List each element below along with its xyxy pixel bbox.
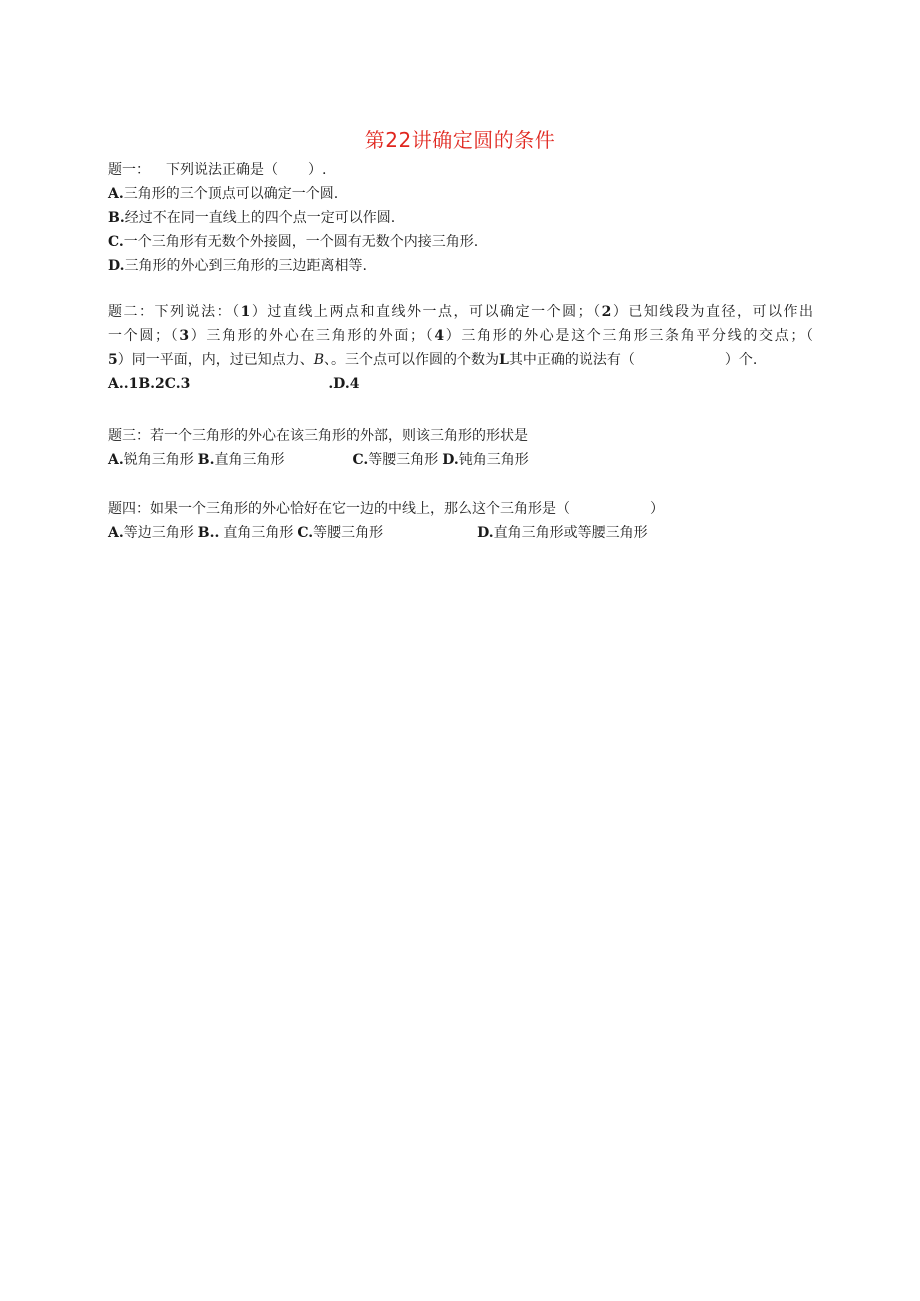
q1-option-d	[108, 254, 813, 278]
option-text: 直角三角形或等腰三角形	[493, 525, 648, 541]
q2-number: 4	[434, 328, 445, 344]
q2-label: 题二：	[108, 304, 155, 320]
q1-option-c	[108, 230, 813, 254]
q2-options-left: A..1B.2C.3	[108, 376, 191, 392]
option-letter: D.	[108, 258, 125, 274]
option-letter: D.	[477, 525, 494, 541]
option-text: 锐角三角形	[123, 452, 194, 468]
option-text: 等边三角形	[123, 525, 194, 541]
q2-line-2	[108, 324, 813, 348]
q4-stem: 如果一个三角形的外心恰好在它一边的中线上，那么这个三角形是（	[150, 501, 570, 517]
q2-number: 5	[108, 352, 118, 368]
option-text: 直角三角形	[223, 525, 294, 541]
q3-stem-line	[108, 424, 813, 448]
option-text: 钝角三角形	[458, 452, 529, 468]
option-text: 直角三角形	[214, 452, 285, 468]
q3-stem: 若一个三角形的外心在该三角形的外部，则该三角形的形状是	[150, 428, 528, 444]
option-letter: B.	[108, 210, 125, 226]
q2-text: ）三角形的外心在三角形的外面；（	[189, 328, 435, 344]
option-letter: D.	[442, 452, 459, 468]
option-text: 经过不在同一直线上的四个点一定可以作圆.	[124, 210, 396, 226]
q2-text: 一个圆；（	[108, 328, 180, 344]
q2-text: ）同一平面，内，过已知点力、	[117, 352, 314, 368]
q1-option-a	[108, 182, 813, 206]
option-text: 一个三角形有无数个外接圆，一个圆有无数个内接三角形.	[123, 234, 479, 250]
q2-line-3	[108, 348, 813, 372]
q2-options	[108, 372, 813, 396]
q1-label: 题一：	[108, 162, 150, 178]
q2-number: 1	[240, 304, 251, 320]
q2-text: ）过直线上两点和直线外一点，可以确定一个圆；（	[250, 304, 602, 320]
q2-options-right: .D.4	[328, 376, 360, 392]
option-letter: A.	[108, 186, 124, 202]
option-letter: B.	[197, 452, 215, 468]
q2-text: ）三角形的外心是这个三角形三条角平分线的交点；（	[444, 328, 814, 344]
option-text: 三角形的外心到三角形的三边距离相等.	[124, 258, 367, 274]
q2-text: ）个.	[724, 352, 758, 368]
q4-options	[108, 521, 813, 545]
q2-line-1	[108, 300, 813, 324]
option-letter: C.	[352, 452, 369, 468]
option-letter: A.	[108, 452, 124, 468]
q2-number: 3	[179, 328, 190, 344]
q3-options	[108, 448, 813, 472]
q2-number: 2	[601, 304, 612, 320]
q2-text: B	[313, 352, 325, 368]
option-letter: C.	[108, 234, 124, 250]
q4-stem-line	[108, 497, 813, 521]
question-4	[108, 497, 813, 545]
q2-text: 下列说法：（	[154, 304, 241, 320]
q4-stem-end: ）	[650, 501, 664, 517]
q2-text: 、。三个点可以作圆的个数为	[324, 352, 500, 368]
option-text: 等腰三角形	[368, 452, 439, 468]
q2-text: 其中正确的说法有（	[508, 352, 635, 368]
q2-text: L	[499, 352, 509, 368]
option-letter: C.	[297, 525, 314, 541]
q2-text: ）已知线段为直径，可以作出	[611, 304, 814, 320]
option-letter: A.	[108, 525, 124, 541]
page-title: 第22讲确定圆的条件	[364, 128, 556, 152]
question-1	[108, 158, 813, 278]
question-3	[108, 424, 813, 472]
q1-stem-end: ）.	[308, 162, 327, 178]
option-text: 三角形的三个顶点可以确定一个圆.	[123, 186, 339, 202]
option-letter: B..	[197, 525, 220, 541]
q4-label: 题四：	[108, 501, 150, 517]
q3-label: 题三：	[108, 428, 150, 444]
q1-stem: 下列说法正确是（	[166, 162, 278, 178]
q1-option-b	[108, 206, 813, 230]
q1-stem-line	[108, 158, 813, 182]
question-2	[108, 300, 813, 396]
option-text: 等腰三角形	[313, 525, 384, 541]
